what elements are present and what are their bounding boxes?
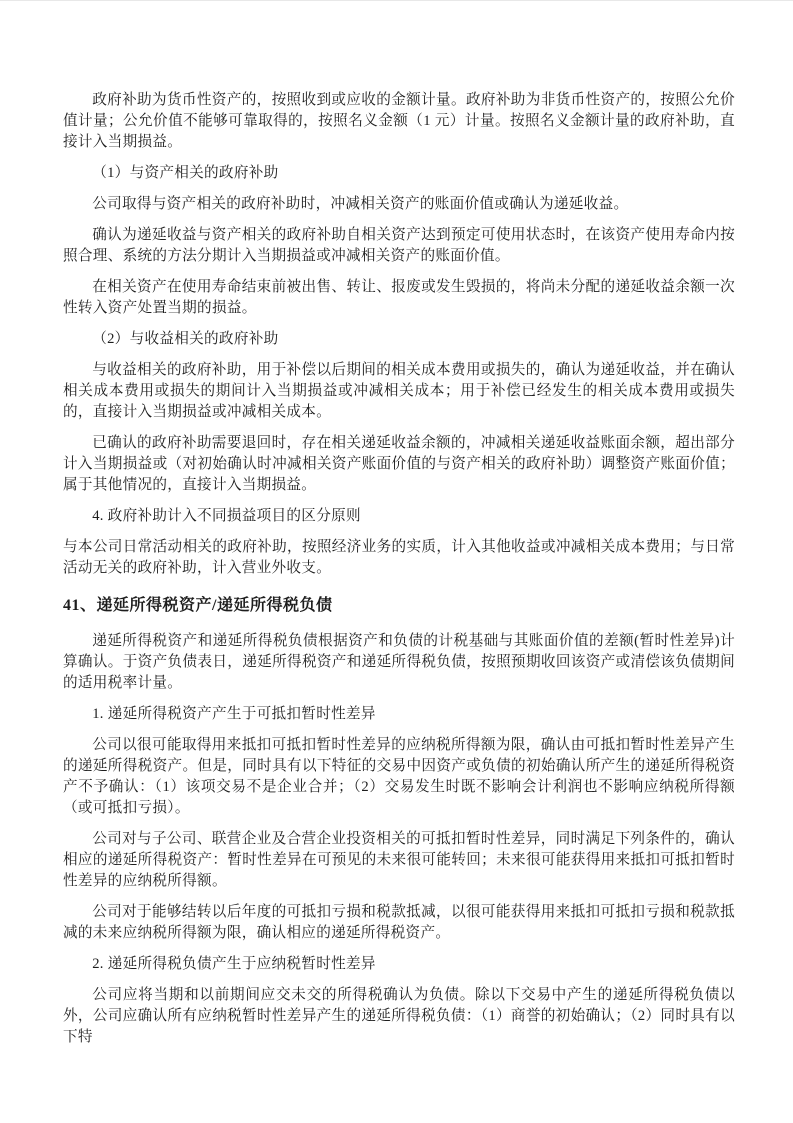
paragraph: 递延所得税资产和递延所得税负债根据资产和负债的计税基础与其账面价值的差额(暂时性差异)计算确认。于资产负债表日，递延所得税资产和递延所得税负债，按照预期收回该资产或清偿该负债期间的适用税率计量。 bbox=[63, 633, 735, 691]
paragraph: 确认为递延收益与资产相关的政府补助自相关资产达到预定可使用状态时，在该资产使用寿命内按照合理、系统的方法分期计入当期损益或冲减相关资产的账面价值。 bbox=[63, 227, 735, 264]
paragraph: 在相关资产在使用寿命结束前被出售、转让、报废或发生毁损的，将尚未分配的递延收益余额一次性转入资产处置当期的损益。 bbox=[63, 279, 735, 316]
document-body bbox=[63, 90, 735, 1048]
paragraph: （1）与资产相关的政府补助 bbox=[92, 165, 279, 181]
paragraph: 与本公司日常活动相关的政府补助，按照经济业务的实质，计入其他收益或冲减相关成本费用；与日常活动无关的政府补助，计入营业外收支。 bbox=[63, 539, 735, 576]
paragraph: 2. 递延所得税负债产生于应纳税暂时性差异 bbox=[92, 956, 376, 972]
paragraph: 公司对与子公司、联营企业及合营企业投资相关的可抵扣暂时性差异，同时满足下列条件的，确认相应的递延所得税资产：暂时性差异在可预见的未来很可能转回；未来很可能获得用来抵扣可抵扣暂时性差异的应纳税所得额。 bbox=[63, 831, 735, 889]
paragraph: 公司以很可能取得用来抵扣可抵扣暂时性差异的应纳税所得额为限，确认由可抵扣暂时性差异产生的递延所得税资产。但是，同时具有以下特征的交易中因资产或负债的初始确认所产生的递延所得税资产不予确认：（1）该项交易不是企业合并；（2）交易发生时既不影响会计利润也不影响应纳税所得额（或可抵扣亏损）。 bbox=[63, 737, 735, 816]
paragraph: 公司应将当期和以前期间应交未交的所得税确认为负债。除以下交易中产生的递延所得税负债以外，公司应确认所有应纳税暂时性差异产生的递延所得税负债：（1）商誉的初始确认；（2）同时具有以下特 bbox=[63, 987, 735, 1045]
paragraph: 与收益相关的政府补助，用于补偿以后期间的相关成本费用或损失的，确认为递延收益，并在确认相关成本费用或损失的期间计入当期损益或冲减相关成本；用于补偿已经发生的相关成本费用或损失的，直接计入当期损益或冲减相关成本。 bbox=[63, 362, 735, 420]
section-heading: 41、递延所得税资产/递延所得税负债 bbox=[63, 597, 333, 614]
paragraph: 1. 递延所得税资产产生于可抵扣暂时性差异 bbox=[92, 706, 376, 722]
paragraph: 已确认的政府补助需要退回时，存在相关递延收益余额的，冲减相关递延收益账面余额，超出部分计入当期损益或（对初始确认时冲减相关资产账面价值的与资产相关的政府补助）调整资产账面价值；属于其他情况的，直接计入当期损益。 bbox=[63, 435, 735, 493]
paragraph: 政府补助为货币性资产的，按照收到或应收的金额计量。政府补助为非货币性资产的，按照公允价值计量；公允价值不能够可靠取得的，按照名义金额（1 元）计量。按照名义金额计量的政府补助，直接计入当期损益。 bbox=[63, 92, 735, 150]
paragraph: 公司取得与资产相关的政府补助时，冲减相关资产的账面价值或确认为递延收益。 bbox=[92, 196, 629, 212]
paragraph: 公司对于能够结转以后年度的可抵扣亏损和税款抵减，以很可能获得用来抵扣可抵扣亏损和税款抵减的未来应纳税所得额为限，确认相应的递延所得税资产。 bbox=[63, 904, 735, 941]
paragraph: 4. 政府补助计入不同损益项目的区分原则 bbox=[92, 508, 361, 524]
paragraph: （2）与收益相关的政府补助 bbox=[92, 331, 279, 347]
page bbox=[0, 1, 793, 1123]
